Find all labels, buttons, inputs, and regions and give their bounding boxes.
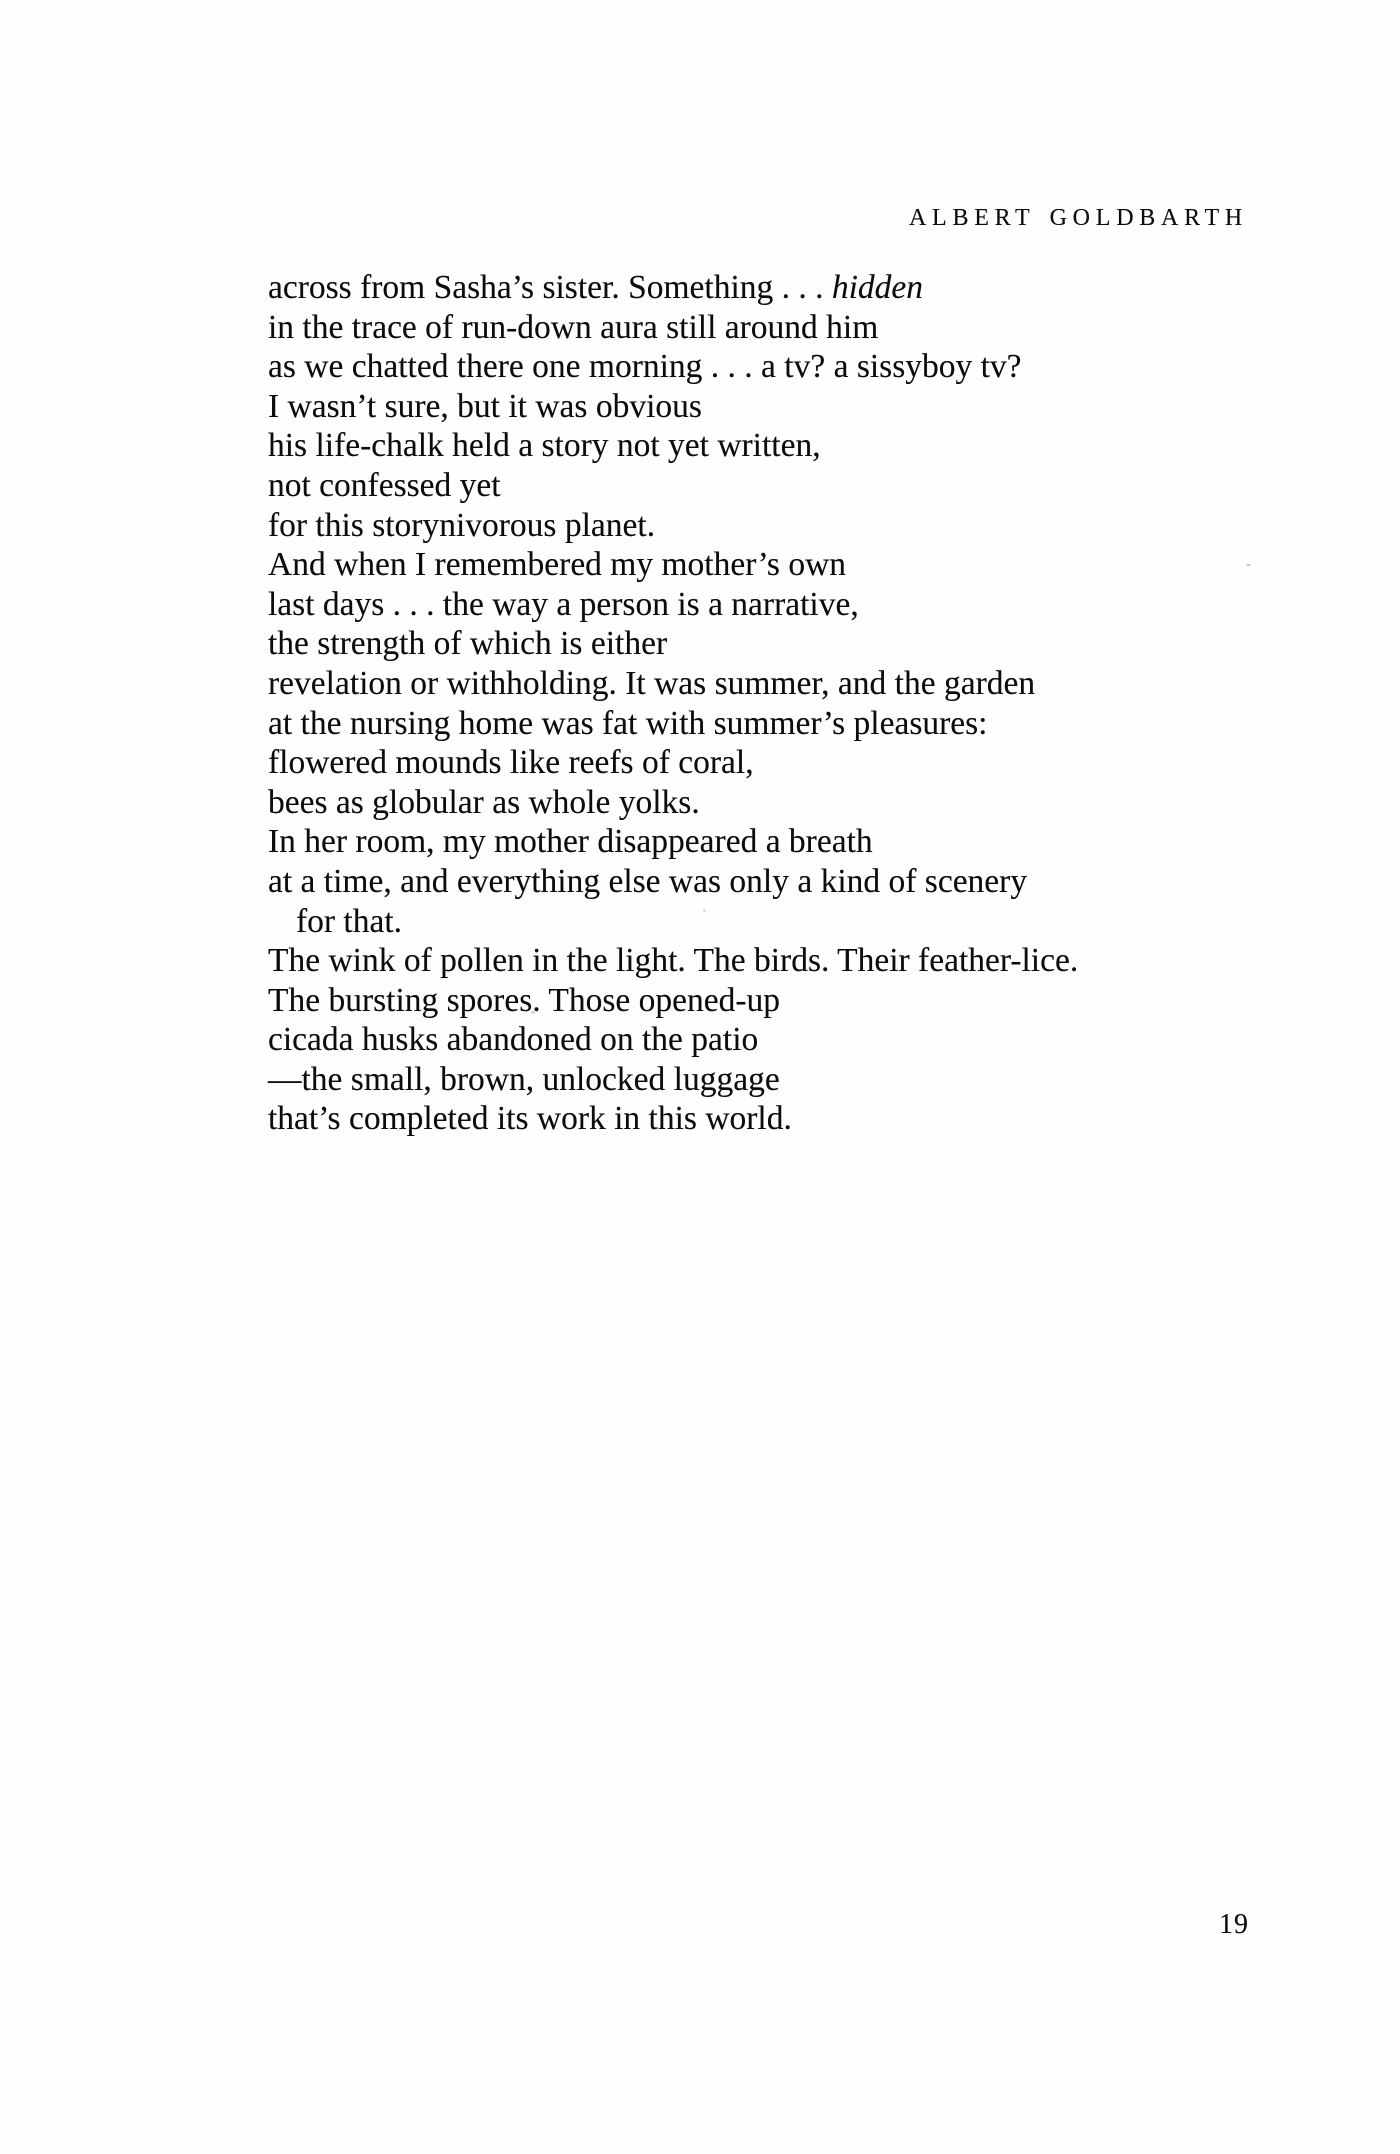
poem-segment: across from Sasha’s sister. Something . . . [268, 269, 832, 306]
poem-segment: in the trace of run-down aura still around him [268, 308, 879, 346]
poem-line [268, 981, 1078, 1021]
poem-segment: at a time, and everything else was only a kind of scenery [268, 862, 1028, 900]
poem-line [268, 545, 1078, 585]
poem-line [268, 466, 1078, 506]
poem-segment: his life-chalk held a story not yet written, [268, 427, 821, 465]
poem-segment: revelation or withholding. It was summer, and the garden [268, 664, 1036, 702]
poem-line [268, 941, 1078, 981]
poem-segment: as we chatted there one morning . . . a tv? a sissyboy tv? [268, 348, 1022, 386]
poem-line [268, 743, 1078, 783]
poem-segment: that’s completed its work in this world. [268, 1100, 792, 1138]
poem-line [268, 308, 1078, 348]
scan-artifact [1246, 564, 1251, 566]
poem-segment: for this storynivorous planet. [268, 506, 656, 544]
page-number: 19 [1219, 1909, 1249, 1940]
poem-segment: In her room, my mother disappeared a breath [268, 823, 873, 861]
poem-line [268, 506, 1078, 546]
poem-segment: cicada husks abandoned on the patio [268, 1021, 759, 1059]
poem-segment-italic: hidden [831, 269, 924, 306]
poem-segment: The wink of pollen in the light. The birds. Their feather-lice. [268, 942, 1079, 980]
poem-segment: last days . . . the way a person is a narrative, [268, 585, 859, 623]
scan-artifact [703, 909, 706, 912]
poem-line [268, 1099, 1078, 1139]
poem-line [268, 664, 1078, 704]
poem-line [268, 704, 1078, 744]
poem-line [268, 862, 1078, 902]
poem-line [268, 783, 1078, 823]
poem-segment: The bursting spores. Those opened-up [268, 981, 781, 1019]
poem-segment: And when I remembered my mother’s own [268, 546, 847, 584]
poem-line [268, 347, 1078, 387]
poem-line [268, 624, 1078, 664]
poem-line [268, 1020, 1078, 1060]
poem-line [268, 822, 1078, 862]
poem-line [268, 902, 1078, 942]
poem-segment: not confessed yet [268, 466, 501, 504]
poem-text [268, 268, 1078, 1139]
poem-segment: bees as globular as whole yolks. [268, 783, 700, 821]
poem-segment: flowered mounds like reefs of coral, [268, 744, 754, 782]
poem-line [268, 1060, 1078, 1100]
poem-line [268, 426, 1078, 466]
poem-line [268, 387, 1078, 427]
poem-segment: —the small, brown, unlocked luggage [268, 1060, 780, 1098]
running-head-author: ALBERT GOLDBARTH [908, 205, 1248, 231]
poem-segment: I wasn’t sure, but it was obvious [268, 387, 702, 425]
poem-line [268, 585, 1078, 625]
poem-segment: the strength of which is either [268, 625, 668, 663]
poem-segment: for that. [296, 902, 403, 940]
poem-line [268, 268, 1078, 308]
scan-artifact [531, 1011, 535, 1014]
poem-segment: at the nursing home was fat with summer’s pleasures: [268, 704, 988, 742]
